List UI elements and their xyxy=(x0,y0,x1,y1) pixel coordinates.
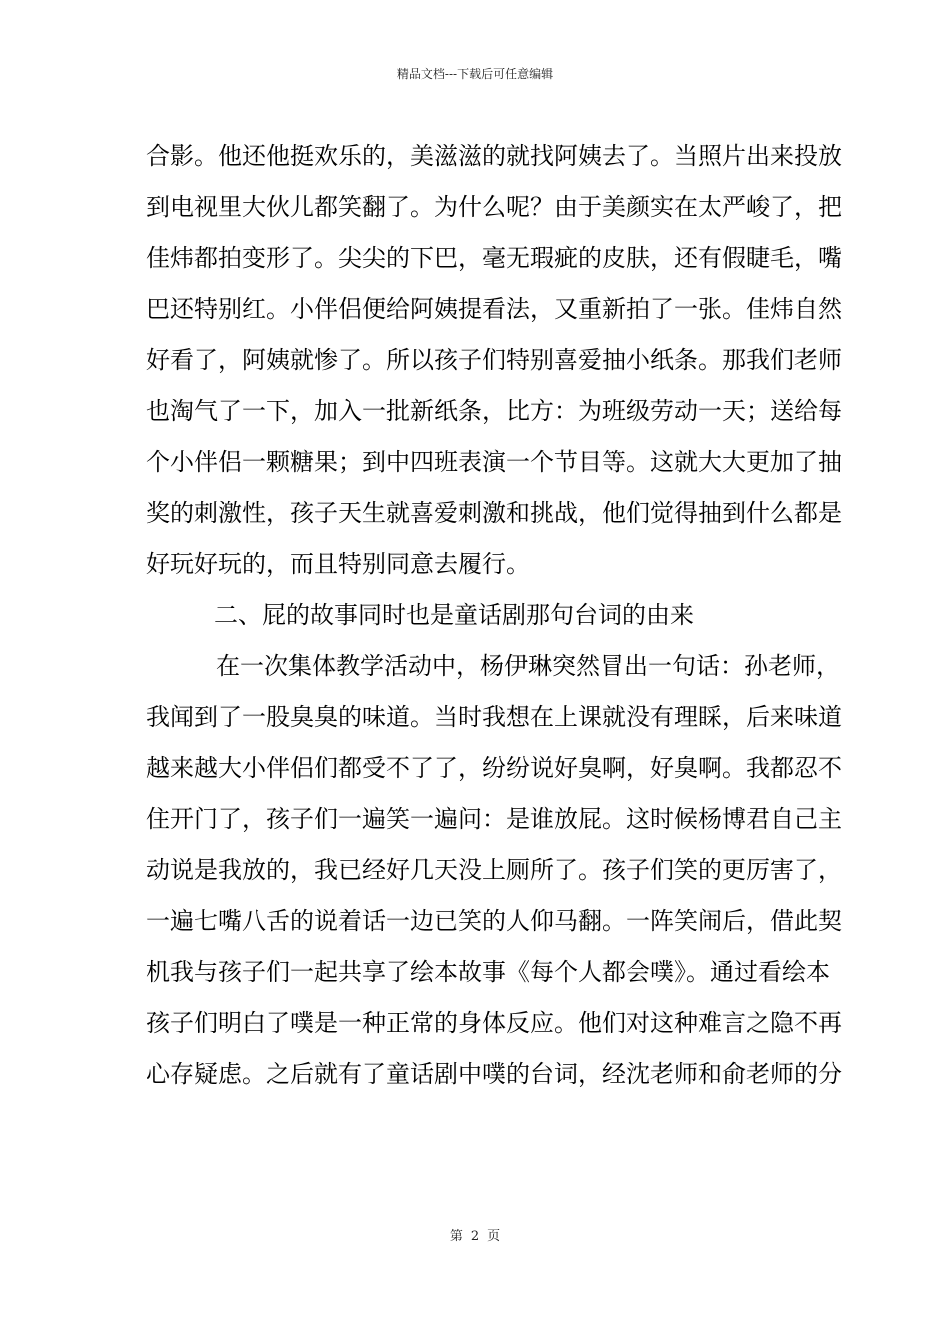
document-body xyxy=(146,131,842,1100)
paragraph-1 xyxy=(146,131,842,590)
text-line: 机我与孩子们一起共享了绘本故事《每个人都会噗》。通过看绘本 xyxy=(146,958,830,986)
text-line: 动说是我放的，我已经好几天没上厕所了。孩子们笑的更厉害了， xyxy=(146,856,842,884)
text-line: 我闻到了一股臭臭的味道。当时我想在上课就没有理睬，后来味道 xyxy=(146,703,842,731)
text-line: 越来越大小伴侣们都受不了了，纷纷说好臭啊，好臭啊。我都忍不 xyxy=(146,754,842,782)
text-line: 佳炜都拍变形了。尖尖的下巴，毫无瑕疵的皮肤，还有假睫毛，嘴 xyxy=(146,244,842,272)
text-line: 奖的刺激性，孩子天生就喜爱刺激和挑战，他们觉得抽到什么都是 xyxy=(146,499,842,527)
page-number: 2 xyxy=(470,1229,480,1244)
text-line: 好玩好玩的，而且特别同意去履行。 xyxy=(146,550,530,578)
paragraph-2 xyxy=(146,641,842,1100)
text-line: 好看了，阿姨就惨了。所以孩子们特别喜爱抽小纸条。那我们老师 xyxy=(146,346,842,374)
text-line: 住开门了，孩子们一遍笑一遍问：是谁放屁。这时候杨博君自己主 xyxy=(146,805,842,833)
text-line: 个小伴侣一颗糖果；到中四班表演一个节目等。这就大大更加了抽 xyxy=(146,448,842,476)
section-heading: 二、屁的故事同时也是童话剧那句台词的由来 xyxy=(214,601,694,629)
text-line: 心存疑虑。之后就有了童话剧中噗的台词，经沈老师和俞老师的分 xyxy=(146,1060,842,1088)
text-line: 在一次集体教学活动中，杨伊琳突然冒出一句话：孙老师， xyxy=(216,652,840,680)
text-line: 一遍七嘴八舌的说着话一边已笑的人仰马翻。一阵笑闹后，借此契 xyxy=(146,907,842,935)
page-suffix: 页 xyxy=(487,1229,501,1244)
page-prefix: 第 xyxy=(449,1229,463,1244)
page-header: 精品文档---下载后可任意编辑 xyxy=(396,67,554,81)
page-footer xyxy=(0,1228,950,1246)
text-line: 也淘气了一下，加入一批新纸条，比方：为班级劳动一天；送给每 xyxy=(146,397,842,425)
text-line: 到电视里大伙儿都笑翻了。为什么呢？由于美颜实在太严峻了，把 xyxy=(146,193,842,221)
text-line: 合影。他还他挺欢乐的，美滋滋的就找阿姨去了。当照片出来投放 xyxy=(146,142,842,170)
text-line: 巴还特别红。小伴侣便给阿姨提看法，又重新拍了一张。佳炜自然 xyxy=(146,295,842,323)
text-line: 孩子们明白了噗是一种正常的身体反应。他们对这种难言之隐不再 xyxy=(146,1009,842,1037)
